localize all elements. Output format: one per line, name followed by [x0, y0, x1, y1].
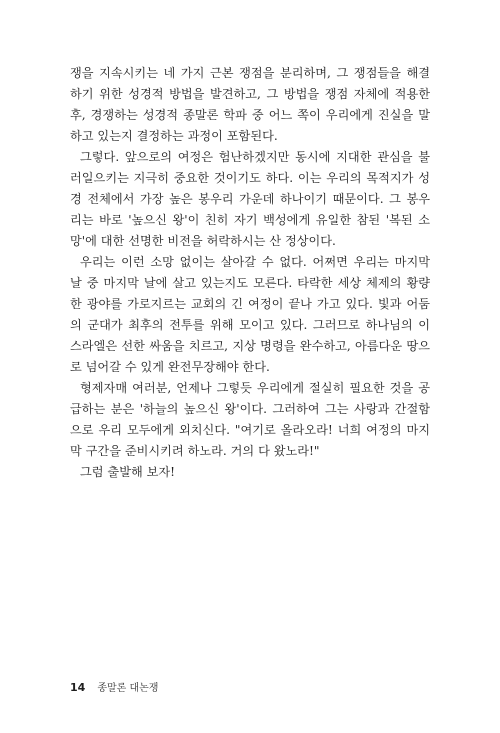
- text-line: 그렇다. 앞으로의 여정은 험난하겠지만 동시에 지대한 관심을 불: [80, 150, 430, 164]
- text-line: 러일으키는 지극히 중요한 것이기도 하다. 이는 우리의 목적지가 성: [70, 171, 430, 185]
- text-line: 으로 우리 모두에게 외치신다. "여기로 올라오라! 너희 여정의 마지: [70, 423, 430, 437]
- running-title: 종말론 대논쟁: [97, 683, 159, 694]
- paragraph: [70, 378, 430, 462]
- text-line: 의 군대가 최후의 전투를 위해 모이고 있다. 그러므로 하나님의 이: [70, 318, 430, 332]
- text-line: 경 전체에서 가장 높은 봉우리 가운데 하나이기 때문이다. 그 봉우: [70, 192, 430, 206]
- text-line: 그럼 출발해 보자!: [80, 465, 176, 479]
- text-line: 막 구간을 준비시키려 하노라. 거의 다 왔노라!": [70, 444, 320, 458]
- text-line: 스라엘은 선한 싸움을 치르고, 지상 명령을 완수하고, 아름다운 땅으: [70, 339, 430, 353]
- text-line: 망'에 대한 선명한 비전을 허락하시는 산 정상이다.: [70, 234, 336, 248]
- paragraph: [70, 462, 430, 483]
- text-line: 하기 위한 성경적 방법을 발견하고, 그 방법을 쟁점 자체에 적용한: [70, 87, 430, 101]
- text-line: 급하는 분은 '하늘의 높으신 왕'이다. 그러하여 그는 사랑과 간절함: [70, 402, 430, 416]
- paragraph: [70, 252, 430, 378]
- text-line: 한 광야를 가로지르는 교회의 긴 여정이 끝나 가고 있다. 빛과 어둠: [70, 297, 430, 311]
- body-text: [70, 63, 430, 483]
- page-footer: [70, 679, 158, 694]
- text-line: 하고 있는지 결정하는 과정이 포함된다.: [70, 129, 278, 143]
- paragraph: [70, 147, 430, 252]
- text-line: 날 중 마지막 날에 살고 있는지도 모른다. 타락한 세상 체제의 황량: [70, 276, 430, 290]
- paragraph: [70, 63, 430, 147]
- text-line: 우리는 이런 소망 없이는 살아갈 수 없다. 어쩌면 우리는 마지막: [80, 255, 430, 269]
- text-line: 형제자매 여러분, 언제나 그렇듯 우리에게 절실히 필요한 것을 공: [80, 381, 430, 395]
- text-line: 로 넘어갈 수 있게 완전무장해야 한다.: [70, 360, 270, 374]
- page-number: 14: [70, 681, 86, 694]
- text-line: 쟁을 지속시키는 네 가지 근본 쟁점을 분리하며, 그 쟁점들을 해결: [70, 66, 430, 80]
- text-line: 후, 경쟁하는 성경적 종말론 학파 중 어느 쪽이 우리에게 진실을 말: [70, 108, 430, 122]
- text-line: 리는 바로 '높으신 왕'이 친히 자기 백성에게 유일한 참된 '복된 소: [70, 213, 430, 227]
